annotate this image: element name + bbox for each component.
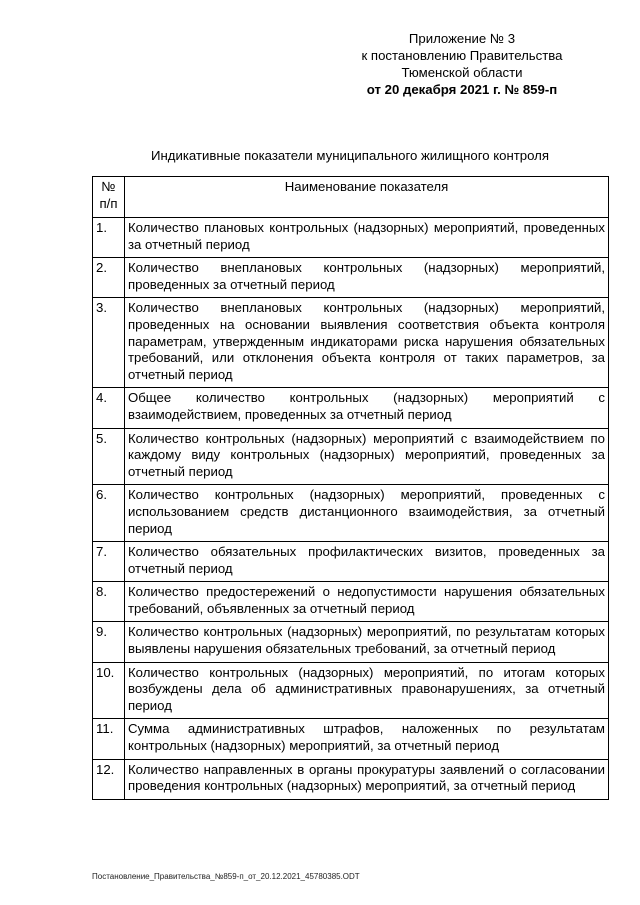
table-body [93, 218, 609, 800]
row-number: 6. [93, 485, 125, 542]
row-number: 9. [93, 622, 125, 662]
table-row [93, 622, 609, 662]
indicator-name: Количество плановых контрольных (надзорных) мероприятий, проведенных за отчетный период [125, 218, 609, 258]
table-row [93, 719, 609, 759]
table-row [93, 258, 609, 298]
row-number: 5. [93, 428, 125, 485]
table-row [93, 662, 609, 719]
table-row [93, 218, 609, 258]
row-number: 2. [93, 258, 125, 298]
table-row [93, 298, 609, 388]
column-header-number-line1: № [101, 179, 116, 194]
indicator-name: Сумма административных штрафов, наложенных по результатам контрольных (надзорных) мероприятий, за отчетный период [125, 719, 609, 759]
indicator-name: Количество внеплановых контрольных (надзорных) мероприятий, проведенных на основании выявления соответствия объекта контроля параметрам, утвержденным индикаторами риска нарушения обязательных требований, или отклонения объекта контроля от таких параметров, за отчетный период [125, 298, 609, 388]
table-row [93, 759, 609, 799]
attachment-date-number: от 20 декабря 2021 г. № 859-п [366, 82, 558, 97]
indicators-table [92, 176, 609, 800]
indicator-name: Количество предостережений о недопустимости нарушения обязательных требований, объявленных за отчетный период [125, 582, 609, 622]
table-row [93, 485, 609, 542]
indicator-name: Количество обязательных профилактических визитов, проведенных за отчетный период [125, 542, 609, 582]
document-title: Индикативные показатели муниципального жилищного контроля [151, 148, 549, 163]
indicator-name: Количество направленных в органы прокуратуры заявлений о согласовании проведения контрольных (надзорных) мероприятий, за отчетный период [125, 759, 609, 799]
row-number: 1. [93, 218, 125, 258]
attachment-resolution: к постановлению Правительства [361, 48, 563, 63]
row-number: 10. [93, 662, 125, 719]
indicator-name: Количество контрольных (надзорных) мероприятий, по итогам которых возбуждены дела об административных правонарушениях, за отчетный период [125, 662, 609, 719]
attachment-region: Тюменской области [401, 65, 523, 80]
row-number: 3. [93, 298, 125, 388]
indicator-name: Количество контрольных (надзорных) мероприятий, проведенных с использованием средств дистанционного взаимодействия, за отчетный период [125, 485, 609, 542]
column-header-number [93, 177, 125, 218]
table-header-row [93, 177, 609, 218]
attachment-block [332, 30, 592, 98]
table-row [93, 582, 609, 622]
row-number: 12. [93, 759, 125, 799]
row-number: 4. [93, 388, 125, 428]
table-row [93, 542, 609, 582]
attachment-number: Приложение № 3 [408, 31, 516, 46]
column-header-name: Наименование показателя [125, 177, 609, 218]
row-number: 7. [93, 542, 125, 582]
indicator-name: Количество внеплановых контрольных (надзорных) мероприятий, проведенных за отчетный период [125, 258, 609, 298]
row-number: 11. [93, 719, 125, 759]
table-row [93, 388, 609, 428]
indicator-name: Количество контрольных (надзорных) мероприятий, по результатам которых выявлены нарушения обязательных требований, за отчетный период [125, 622, 609, 662]
indicator-name: Общее количество контрольных (надзорных) мероприятий с взаимодействием, проведенных за отчетный период [125, 388, 609, 428]
row-number: 8. [93, 582, 125, 622]
indicator-name: Количество контрольных (надзорных) мероприятий с взаимодействием по каждому виду контрольных (надзорных) мероприятий, проведенных за отчетный период [125, 428, 609, 485]
column-header-number-line2: п/п [99, 195, 118, 211]
footer-filename: Постановление_Правительства_№859-п_от_20.12.2021_45780385.ODT [92, 872, 360, 881]
table-row [93, 428, 609, 485]
